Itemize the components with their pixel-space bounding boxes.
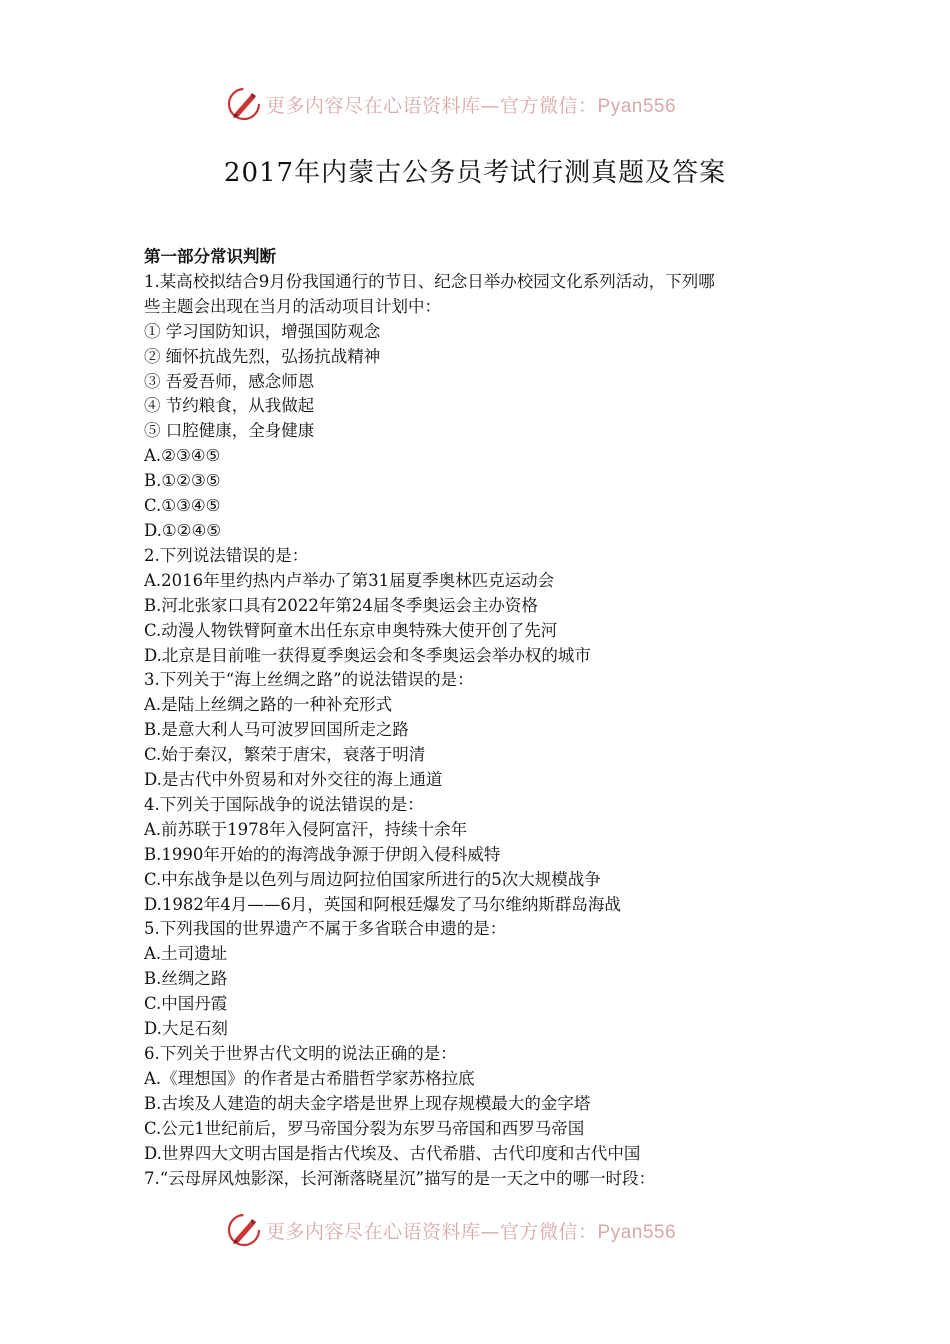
text-line: ② 缅怀抗战先烈，弘扬抗战精神 — [144, 346, 381, 366]
text-line: D.北京是目前唯一获得夏季奥运会和冬季奥运会举办权的城市 — [144, 645, 591, 665]
text-line: C.中国丹霞 — [144, 994, 228, 1014]
text-line: C.动漫人物铁臂阿童木出任东京申奥特殊大使开创了先河 — [144, 620, 558, 640]
question-lines — [144, 270, 824, 1192]
watermark-banner-bottom — [226, 1210, 746, 1250]
watermark-text: 更多内容尽在心语资料库—官方微信：Pyan556 — [266, 94, 677, 117]
pen-logo-icon — [226, 1212, 262, 1248]
text-line: B.丝绸之路 — [144, 969, 228, 989]
text-line: A.2016年里约热内卢举办了第31届夏季奥林匹克运动会 — [144, 570, 555, 590]
text-line: ① 学习国防知识，增强国防观念 — [144, 321, 381, 341]
text-line: B.1990年开始的的海湾战争源于伊朗入侵科威特 — [144, 844, 501, 864]
text-line: 5.下列我国的世界遗产不属于多省联合申遗的是： — [144, 919, 507, 939]
text-line: B.①②③⑤ — [144, 471, 221, 491]
text-line: C.始于秦汉，繁荣于唐宋，衰落于明清 — [144, 745, 426, 765]
text-line: D.1982年4月——6月，英国和阿根廷爆发了马尔维纳斯群岛海战 — [144, 894, 621, 914]
text-line: B.是意大利人马可波罗回国所走之路 — [144, 720, 409, 740]
text-line: C.中东战争是以色列与周边阿拉伯国家所进行的5次大规模战争 — [144, 869, 601, 889]
text-line: A.②③④⑤ — [144, 446, 221, 466]
text-line: A.《理想国》的作者是古希腊哲学家苏格拉底 — [144, 1068, 475, 1088]
text-line: A.前苏联于1978年入侵阿富汗，持续十余年 — [144, 819, 468, 839]
text-line: A.土司遗址 — [144, 944, 228, 964]
text-line: C.公元1世纪前后，罗马帝国分裂为东罗马帝国和西罗马帝国 — [144, 1118, 585, 1138]
text-line: A.是陆上丝绸之路的一种补充形式 — [144, 695, 393, 715]
text-line: ④ 节约粮食，从我做起 — [144, 396, 315, 416]
section-heading: 第一部分常识判断 — [144, 247, 276, 266]
document-title: 2017年内蒙古公务员考试行测真题及答案 — [223, 158, 727, 188]
watermark-text: 更多内容尽在心语资料库—官方微信：Pyan556 — [266, 1220, 677, 1243]
text-line: D.大足石刻 — [144, 1019, 228, 1039]
watermark-banner-top — [226, 84, 746, 124]
text-line: 4.下列关于国际战争的说法错误的是： — [144, 794, 424, 814]
text-line: D.世界四大文明古国是指古代埃及、古代希腊、古代印度和古代中国 — [144, 1143, 641, 1163]
text-line: ⑤ 口腔健康，全身健康 — [144, 421, 315, 441]
text-line: 2.下列说法错误的是： — [144, 545, 309, 565]
text-line: 些主题会出现在当月的活动项目计划中： — [144, 296, 441, 316]
text-line: 7.“云母屏风烛影深，长河渐落晓星沉”描写的是一天之中的哪一时段： — [144, 1168, 656, 1188]
question-body — [144, 245, 824, 1191]
text-line: D.是古代中外贸易和对外交往的海上通道 — [144, 770, 443, 790]
text-line: 6.下列关于世界古代文明的说法正确的是： — [144, 1044, 457, 1063]
text-line: 3.下列关于“海上丝绸之路”的说法错误的是： — [144, 670, 474, 690]
pen-logo-icon — [226, 86, 262, 122]
text-line: C.①③④⑤ — [144, 496, 221, 516]
text-line: D.①②④⑤ — [144, 520, 222, 540]
text-line: B.古埃及人建造的胡夫金字塔是世界上现存规模最大的金字塔 — [144, 1093, 591, 1113]
text-line: ③ 吾爱吾师，感念师恩 — [144, 371, 315, 391]
text-line: 1.某高校拟结合9月份我国通行的节日、纪念日举办校园文化系列活动，下列哪 — [144, 271, 715, 291]
text-line: B.河北张家口具有2022年第24届冬季奥运会主办资格 — [144, 595, 538, 615]
